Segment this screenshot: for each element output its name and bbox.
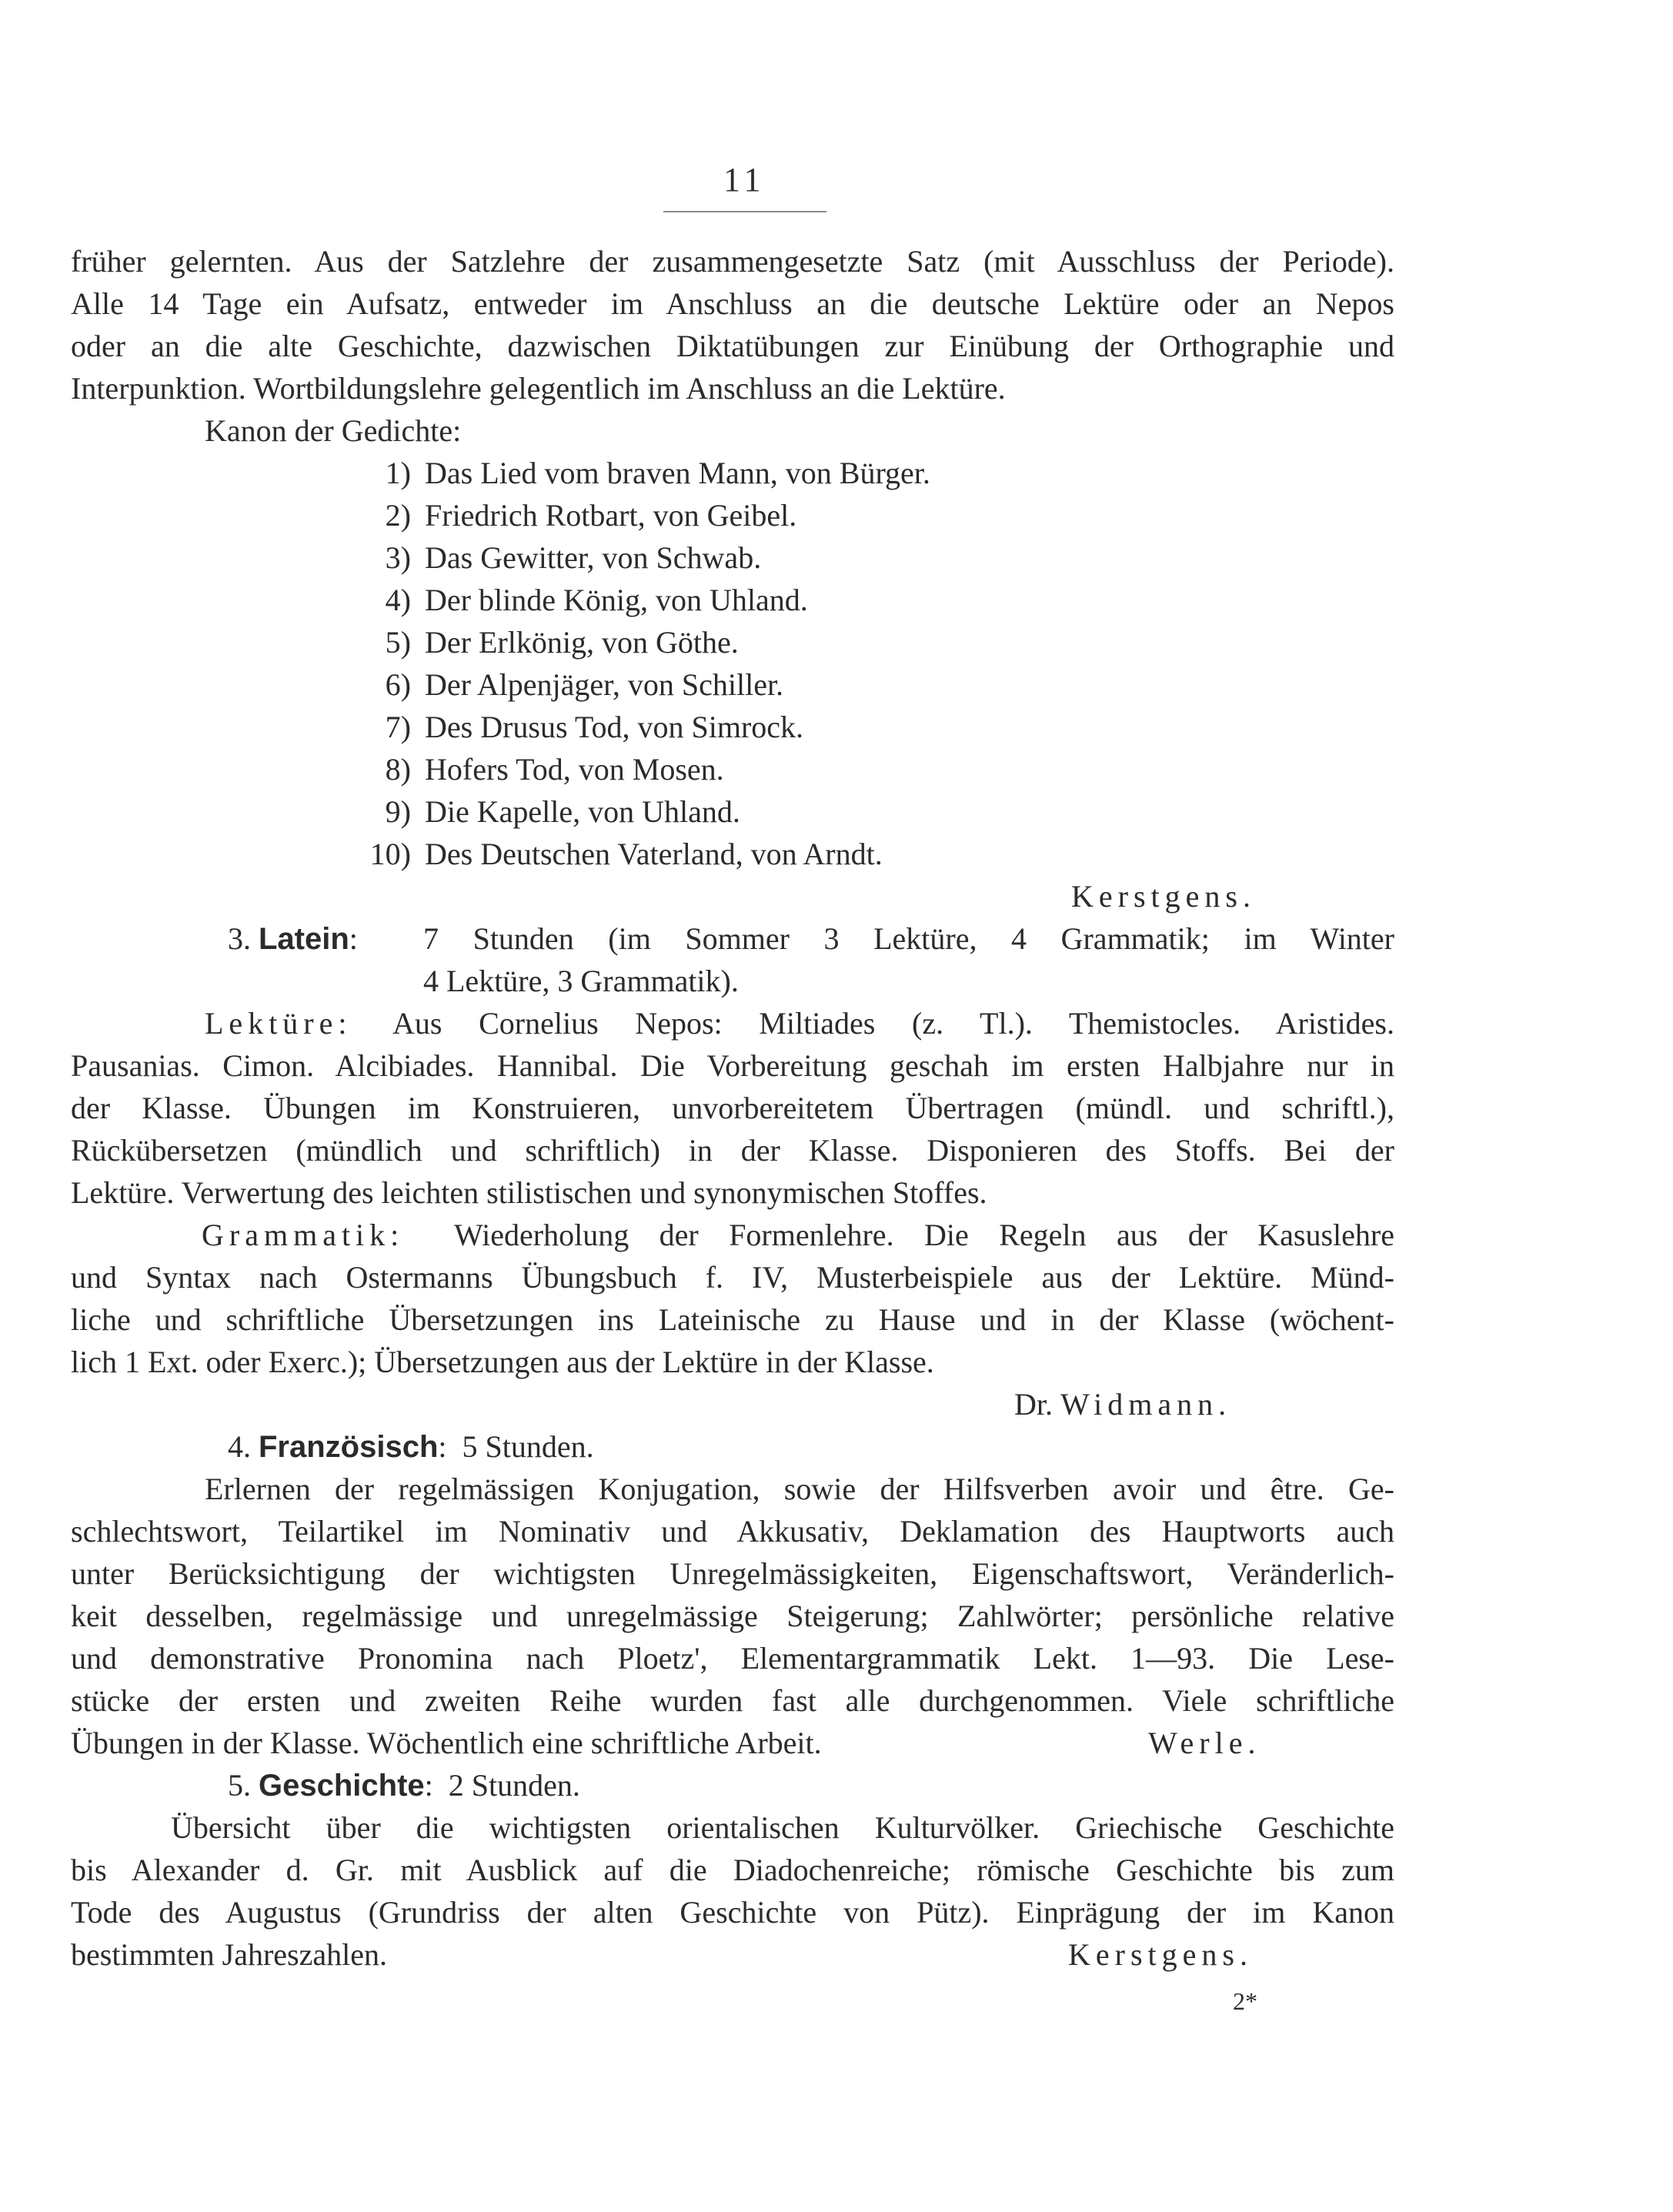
poem-item [334,748,724,791]
poem-title: Das Lied vom braven Mann, von Bürger. [425,456,930,490]
poem-number: 7) [385,710,411,744]
lektuere-text: Aus Cornelius Nepos: Miltiades (z. Tl.). Themistocles. Aristides. [392,1006,1394,1041]
poem-item [334,452,930,495]
grammatik-line: und Syntax nach Ostermanns Übungsbuch f. IV, Musterbeispiele aus der Lektüre. Münd- [71,1260,1394,1295]
header-rule [663,211,826,212]
latein-hours-cont: 4 Lektüre, 3 Grammatik). [423,964,739,998]
section-title: Französisch [259,1430,439,1464]
poem-number: 5) [385,625,411,660]
section-heading-latein [228,917,417,961]
intro-line: Alle 14 Tage ein Aufsatz, entweder im Anschluss an die deutsche Lektüre oder an Nepos [71,286,1394,321]
lektuere-line: Pausanias. Cimon. Alcibiades. Hannibal. Die Vorbereitung geschah im ersten Halbjahre nur in [71,1048,1394,1083]
intro-line: oder an die alte Geschichte, dazwischen Diktatübungen zur Einübung der Orthographie und [71,329,1394,363]
signature-kerstgens: Kerstgens. [1071,879,1256,914]
lektuere-line: Rückübersetzen (mündlich und schriftlich) in der Klasse. Disponieren des Stoffs. Bei der [71,1133,1394,1168]
grammatik-line: lich 1 Ext. oder Exerc.); Übersetzungen aus der Lektüre in der Klasse. [71,1345,934,1379]
franz-line: und demonstrative Pronomina nach Ploetz', Elementargrammatik Lekt. 1—93. Die Lese- [71,1641,1394,1676]
intro-line: früher gelernten. Aus der Satzlehre der zusammengesetzte Satz (mit Ausschluss der Periode). [71,244,1394,279]
franz-line: Übungen in der Klasse. Wöchentlich eine schriftliche Arbeit. [71,1726,822,1760]
poem-title: Des Deutschen Vaterland, von Arndt. [425,837,883,871]
gesch-line: bis Alexander d. Gr. mit Ausblick auf die Diadochenreiche; römische Geschichte bis zum [71,1853,1394,1887]
grammatik-label: Grammatik: [202,1218,405,1252]
poem-number: 1) [385,456,411,490]
intro-line: Interpunktion. Wortbildungslehre gelegentlich im Anschluss an die Lektüre. [71,371,1006,406]
poem-title: Die Kapelle, von Uhland. [425,794,740,829]
franz-line: Erlernen der regelmässigen Konjugation, sowie der Hilfsverben avoir und être. Ge- [205,1472,1394,1506]
signature-werle: Werle. [1148,1726,1261,1760]
section-hours: 5 Stunden. [462,1429,594,1464]
gesch-line: bestimmten Jahreszahlen. [71,1937,387,1972]
poem-number: 2) [385,498,411,533]
poem-item [334,790,740,834]
section-colon: : [424,1768,433,1803]
signature-prefix: Dr. [1014,1387,1053,1422]
poem-item [334,663,783,707]
poem-title: Der Erlkönig, von Göthe. [425,625,739,660]
section-number: 4. [228,1429,251,1464]
poem-number: 9) [385,794,411,829]
grammatik-line: liche und schriftliche Übersetzungen ins Lateinische zu Hause und in der Klasse (wöchent- [71,1302,1394,1337]
poem-item [334,833,883,876]
section-colon: : [438,1429,447,1464]
section-heading-geschichte [228,1764,580,1807]
poem-number: 6) [385,667,411,702]
gesch-line: Tode des Augustus (Grundriss der alten Geschichte von Pütz). Einprägung der im Kanon [71,1895,1394,1930]
poem-title: Des Drusus Tod, von Simrock. [425,710,804,744]
franz-line: keit desselben, regelmässige und unregelmässige Steigerung; Zahlwörter; persönliche relative [71,1599,1394,1633]
gesch-line: Übersicht über die wichtigsten orientalischen Kulturvölker. Griechische Geschichte [171,1810,1394,1845]
poem-title: Das Gewitter, von Schwab. [425,540,762,575]
kanon-heading: Kanon der Gedichte: [205,413,462,448]
franz-line: stücke der ersten und zweiten Reihe wurden fast alle durchgenommen. Viele schriftliche [71,1683,1394,1718]
lektuere-label: Lektüre: [205,1006,352,1041]
signature-widmann [1014,1383,1231,1426]
poem-title: Friedrich Rotbart, von Geibel. [425,498,797,533]
lektuere-line: Lektüre. Verwertung des leichten stilistischen und synonymischen Stoffes. [71,1175,987,1210]
lektuere-line: der Klasse. Übungen im Konstruieren, unvorbereitetem Übertragen (mündl. und schriftl.), [71,1091,1394,1125]
poem-item [334,579,808,622]
page-number: 11 [723,161,766,199]
poem-title: Hofers Tod, von Mosen. [425,752,724,787]
section-heading-franzoesisch [228,1425,594,1469]
franz-line: schlechtswort, Teilartikel im Nominativ und Akkusativ, Deklamation des Hauptworts auch [71,1514,1394,1549]
poem-number: 10) [369,837,411,871]
section-title: Geschichte [259,1769,425,1803]
signature-kerstgens: Kerstgens. [1068,1937,1253,1972]
poem-title: Der blinde König, von Uhland. [425,583,808,617]
poem-number: 3) [385,540,411,575]
section-number: 3. [228,921,251,956]
section-number: 5. [228,1768,251,1803]
poem-item [334,706,803,749]
poem-number: 8) [385,752,411,787]
signature-mark: 2* [1233,1987,1257,2015]
section-title: Latein [259,922,349,956]
poem-item [334,621,739,664]
grammatik-text: Wiederholung der Formenlehre. Die Regeln aus der Kasuslehre [454,1218,1394,1252]
section-colon: : [349,921,358,956]
poem-title: Der Alpenjäger, von Schiller. [425,667,784,702]
franz-line: unter Berücksichtigung der wichtigsten Unregelmässigkeiten, Eigenschaftswort, Veränderlich- [71,1556,1394,1591]
poem-item [334,536,761,580]
latein-hours: 7 Stunden (im Sommer 3 Lektüre, 4 Grammatik; im Winter [423,921,1394,956]
signature-name: Widmann. [1060,1387,1232,1422]
poem-number: 4) [385,583,411,617]
poem-item [334,494,796,537]
section-hours: 2 Stunden. [448,1768,580,1803]
